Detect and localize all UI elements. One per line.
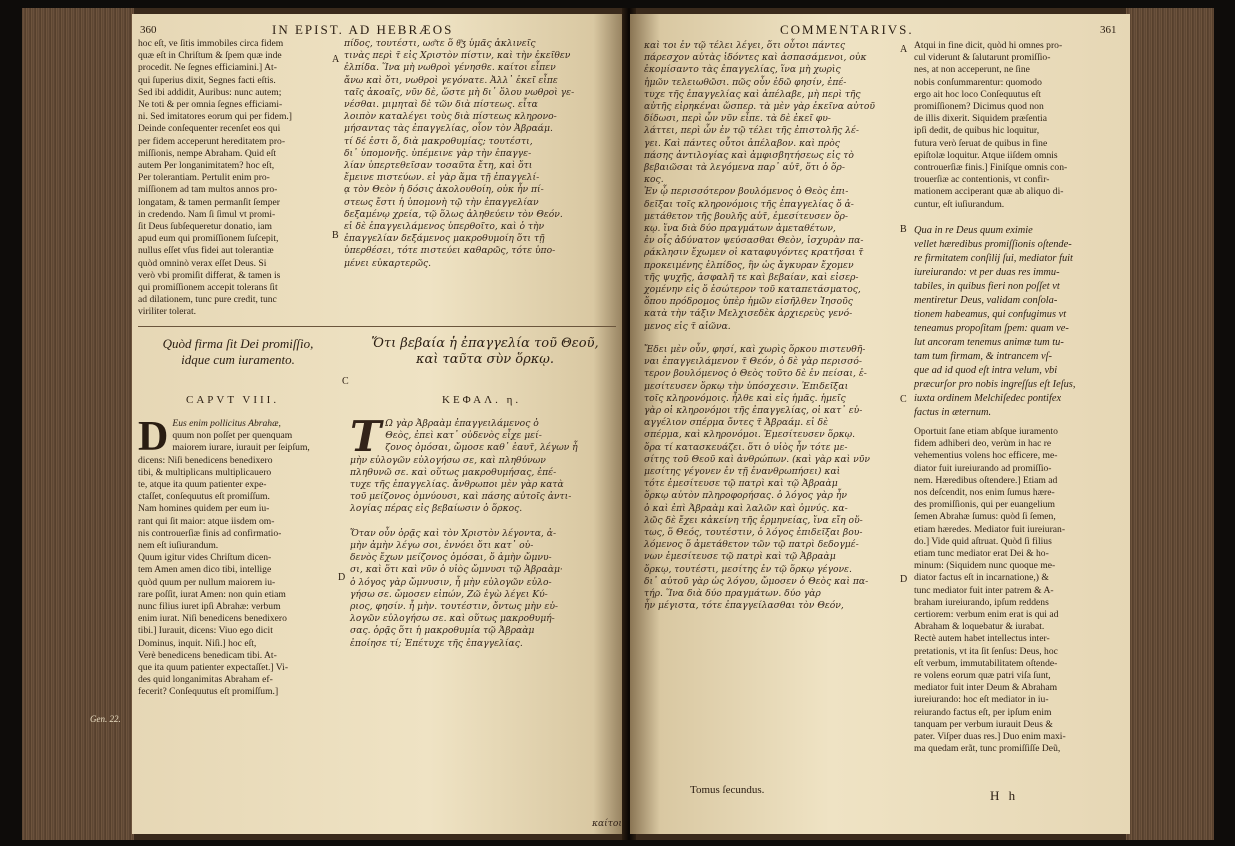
text-line: mediator fuit inter Deum & Abraham [914,682,1058,694]
text-line: quum non poſſet per quenquam [172,430,293,442]
text-line: τυχε τῆς ἐπαγγελίας καὶ ἀπέλαβε, μὴ περὶ τῆς [644,88,861,100]
text-line: δενὸς ἔχων μείζονος ὀμόσαι, ὅ ἀμὴν ὤμνυ- [350,552,552,564]
text-line: ὅρκῳ, τουτέστι, μεσίτης ἐν τῷ ὅρκῳ γέγονε. [644,563,852,575]
open-book [22,8,1214,840]
text-line: Qua in re Deus quum eximie [914,225,1033,236]
text-line: ἐν οἷς ἀδύνατον ψεύσασθαι Θεὸν, ἰσχυρὰν πα- [644,235,864,247]
text-line: reiurando factus eſt, per ipſum enim [914,706,1052,718]
text-line: etiam tunc mediator erat Dei & ho- [914,548,1049,560]
text-line: σπέρμα, καὶ κληρονόμοι. Ἐμεσίτευσεν ὅρκῳ. [644,429,856,441]
text-line: δεῖξαι τοῖς κληρονόμοις τῆς ἐπαγγελίας ὅ ἀ- [644,198,854,210]
left-latin-column-bottom: D Eus enim pollicitus Abrahæ, quum non poſſet per quenquam maiorem iurare, iurauit per ſeipſum, dicens: Niſi benedicens benedixero tibi, & multiplicans multiplicauero te, atque ita quum patienter expe- ctaſſet, conſequutus eſt promiſſum. Nam homines quidem per eum iu- rant qui ſit maior: atque iisdem om- nis controuerſiæ finis ad confirmatio- nem eſt iuſiurandum. Quum igitur vides Chriſtum dicen- tem Amen amen dico tibi, intellige quòd quum per nullum maiorem iu- rare poſſit, iurat Amen: non quin etiam nunc filius iuret ipſi Abrahæ: verbum enim iurat. Niſi benedicens benedixero tibi.] Iurauit, dicens: Viuo ego dicit Dominus, inquit. Niſi.] hoc eſt, Verè benedicens benedicam tibi. At- que ita quum patienter expectaſſet.] Vi- des quid longanimitas Abraham ef- fecerit? Conſequutus eſt promiſſum.] [138,418,334,699]
text-line: λίαν ὑπερτεθεῖσαν τοσαῦτα ἔτη, καὶ ὅτι [344,160,533,172]
text-line: factus in æternum. [914,407,992,418]
text-line: fecerit? Conſequutus eſt promiſſum.] [138,686,279,698]
text-line: Sed ibi addidit, Auribus: nunc autem; [138,86,282,98]
text-line: pretationis, vt ita ſit ſenſus: Deus, hoc [914,645,1058,657]
right-page [630,14,1130,834]
text-line: minum: (Siquidem nunc quoque me- [914,560,1056,572]
text-line: nunc filius iuret ipſi Abrahæ: verbum [138,601,281,613]
text-line: κατὰ τὴν τάξιν Μελχισεδὲκ ἀρχιερεὺς γενό- [644,308,853,320]
text-line: maiorem iurare, iurauit per ſeipſum, [172,442,310,454]
text-line: ergo ait hoc loco Conſequutus eſt [914,88,1041,100]
text-line: mationem acciperant quæ ab aliquo di- [914,186,1064,198]
text-line: nes, at non acceperunt, ne ſine [914,64,1030,76]
text-line: δεξαμένῳ χρεία, τῷ ὅλως ἀληθεύειν τὸν Θεόν. [344,208,563,220]
text-line: tunc mediator fuit inter patrem & A- [914,584,1054,596]
text-line: ὑπερθέσει, τότε πιστεύει καθαρῶς, τότε ὑπο- [344,245,556,257]
text-line: miſſionem ad tam multos annos pro- [138,184,278,196]
text-line: ὁ λόγος γὰρ ὤμνυσιν, ἦ μὴν εὐλογῶν εὐλο- [350,576,552,588]
text-line: ράκλησιν ἔχωμεν οἱ καταφυγόντες κρατῆσαι τ̃ [644,247,864,259]
text-line: νέσθαι. μιμηταὶ δὲ τῶν διὰ πίστεως. εἶτα [344,99,538,111]
text-line: te, atque ita quum patienter expe- [138,479,267,491]
text-line: μετάθετον τῆς βουλῆς αὐτ̃, ἐμεσίτευσεν ὅρ- [644,210,849,222]
text-line: λογίας πέρας εἰς βεβαίωσιν ὁ ὅρκος. [350,503,523,515]
text-line: δι᾿ ὑπομονῆς. ὑπέμεινε γὰρ τὴν ἐπαγγε- [344,147,532,159]
text-line: quòd quum per nullum maiorem iu- [138,576,276,588]
text-line: τως, ὅ Θεός, τουτέστιν, ὁ λόγος ἐπιδεῖξαι βου- [644,527,863,539]
left-greek-column-top [344,38,612,270]
text-line: μένει εὐκαρτερῶς. [344,257,432,269]
text-line: Deinde conſequenter recenſet eos qui [138,123,281,135]
text-line: iureiurando: vt per duas res immu- [914,267,1060,278]
text-line: δίδωσι, περὶ ὧν νῦν εἶπε. τὰ δὲ ἐκεῖ φυ- [644,113,831,125]
right-page-edges [1126,8,1214,840]
text-line: λόμενος ὅ ἀμετάθετον τῶν τῷ πατρὶ δεδογμέ- [644,539,859,551]
text-line: teneamus propoſitam ſpem: quam ve- [914,323,1069,334]
text-line: apud eum qui promiſſionem ſuſcepit, [138,233,279,245]
text-line: tabiles, in quibus fieri non poſſet vt [914,281,1060,292]
chapter-heading-greek: Ὅτι βεβαία ἡ ἐπαγγελία τοῦ Θεοῦ, καὶ ταῦτα σὺν ὅρκῳ. [371,336,599,367]
text-line: des promiſſionis, qui per euangelium [914,499,1055,511]
text-line: νων ἐμεσίτευσε τῷ πατρὶ καὶ τῷ Ἀβραὰμ [644,551,836,563]
text-line: μεσίτευσεν ὅρκῳ τὴν ὑπόσχεσιν. Ἐπιδεῖξαι [644,380,849,392]
right-running-head: COMMENTARIVS. [780,22,914,37]
text-line: per fidem acceperunt hereditatem pro- [138,135,286,147]
text-line: in credendo. Nam ſi ſimul vt promi- [138,208,276,220]
right-marker-d: D [900,574,908,585]
text-line: ᾳ τὸν Θεὸν ἡ δόσις ἀκολουθοίη, οὐκ ἦν πί- [344,184,544,196]
margin-marker-a: A [332,54,340,65]
text-line: nos deſcendit, nos enim ſumus hære- [914,487,1055,499]
text-line: πάσης ἀντιλογίας καὶ ἀμφισβητήσεως εἰς τὸ [644,149,854,161]
text-line: κος. [644,174,664,186]
text-line: diator fuit iureiurando ad promiſſio- [914,462,1052,474]
right-latin-column-bottom [914,426,1122,755]
text-line: fidem adhiberi deo, verùm in hac re [914,438,1052,450]
text-line: quòd omninò verax eſſet Deus. Si [138,257,267,269]
text-line: καὶ τοι ἐν τῷ τέλει λέγει, ὅτι οὗτοι πάντες [644,40,846,51]
text-line: ταῖς ἀκοαῖς, νῦν δὲ, ὥστε μὴ δι᾿ ὅλου νωθροὶ γε- [344,86,575,98]
greek-bottom-lines [350,412,614,650]
text-line: τήρ. Ἵνα διὰ δύο πραγμάτων. δύο γὰρ [644,588,821,600]
text-line: Θεὸς, ἐπεὶ κατ᾿ οὐδενὸς εἶχε μεί- [385,430,542,442]
section-rule [138,326,616,327]
chapter-heading-latin: Quòd firma ſit Dei promiſſio, idque cum iuramento. [162,336,314,367]
text-line: ctaſſet, conſequutus eſt promiſſum. [138,491,270,503]
text-line: futura verò ſeruat de quibus in fine [914,137,1048,149]
text-line: Abraham & loquebatur & iurabat. [914,621,1045,633]
text-line: τότε ἐμεσίτευσε τῷ πατρὶ καὶ τῷ Ἀβραὰμ [644,478,838,490]
text-line: ni. Sed imitatores eorum qui per fidem.] [138,111,292,123]
text-line: σίτης τοῦ Θεοῦ καὶ ἀνθρώπων. (καὶ γὰρ καὶ νῦν [644,453,870,465]
text-line: γὰρ οἱ κληρονόμοι τῆς ἐπαγγελίας, οἱ κατ᾿ εὐ- [644,405,863,417]
text-line: controuerſiæ finis.] Finiſque omnis con- [914,162,1068,174]
text-line: cul viderunt & ſalutarunt promiſſio- [914,52,1051,64]
text-line: tionem habeamus, qui confugimus vt [914,309,1067,320]
text-line: ἐπαγγελίαν δεξάμενος μακροθυμοίη ὅτι τῇ [344,233,545,245]
text-line: nis controuerſiæ finis ad confirmatio- [138,527,282,539]
text-line: σας. ὁρᾷς ὅτι ἡ μακροθυμία τῷ Ἀβραὰμ [350,625,535,637]
text-line: miſſionis, nempe Abraham. Quid eſt [138,147,277,159]
text-line: longatam, & tamen permanſit ſemper [138,196,280,208]
text-line: ἐκομίσαντο τὰς ἐπαγγελίας, ἵνα μὴ χωρὶς [644,64,841,76]
margin-marker-d: D [338,572,346,583]
text-line: ἡμῶν τελειωθῶσι. πῶς οὖν ἐδῶ φησίν, ἐπέ- [644,76,847,88]
text-line: Atqui in fine dicit, quòd hi omnes pro- [914,40,1063,51]
text-line: que ita quum patienter expectaſſet.] Vi- [138,662,289,674]
text-line: autem Per longanimitatem? hoc eſt, [138,160,275,172]
text-line: ma quedam erãt, tunc promiſſiſſe Deũ, [914,743,1061,755]
text-line: promiſſionem? Dicimus quod non [914,101,1044,113]
text-line: tanquam per verbum iurauit Deus & [914,718,1053,730]
text-line: μήσαντας τὰς ἐπαγγελίας, οἷον τὸν Ἀβραάμ. [344,123,553,135]
text-line: cuntur, eſt iuſiurandum. [914,198,1005,210]
left-latin-column-top [138,38,328,319]
right-latin-italic-block [914,224,1122,420]
text-line: πίδος, τουτέστι, ωσ͂τε ὅ θ͂ʒ ὑμᾶς ἀκλινεῖς [344,38,536,49]
text-line: τῆς ψυχῆς, ἀσφαλῆ τε καὶ βεβαίαν, καὶ εἰσερ- [644,271,859,283]
right-marker-c: C [900,394,907,405]
text-line: αγγέλιον σπέρμα ὄντες τ̃ Ἀβραάμ. εἰ δὲ [644,417,828,429]
text-line: Oportuit ſane etiam abſque iuramento [914,426,1058,437]
margin-marker-b: B [332,230,339,241]
text-line: ναι ἐπαγγειλάμενον τ̃ Θεόν, ὁ δὲ γὰρ περισσό- [644,356,862,368]
text-line: rant qui ſit maior: atque iisdem om- [138,515,275,527]
text-line: βεβαιῶσαι τὰ λεγόμενα παρ᾿ αὐτ̃, ὅτι ὁ ὅρ- [644,162,845,174]
text-line: λάττει, περὶ ὧν ἐν τῷ τέλει τῆς ἐπιστολῆς λέ- [644,125,860,137]
margin-note-gen: Gen. 22. [90,714,121,724]
text-line: ἐλπίδα. Ἵνα μὴ νωθροὶ γένησθε. καίτοι εἶπεν [344,62,556,74]
text-line: Nam homines quidem per eum iu- [138,503,270,515]
text-line: μενος εἰς τ̃ αἰῶνα. [644,320,731,332]
text-line: nem eſt iuſiurandum. [138,540,219,552]
text-line [350,516,614,528]
right-marker-b: B [900,224,907,235]
text-line: ad dilationem, tunc pure credit, tunc [138,294,277,306]
text-line: epiſtolæ loquitur. Atque iiſdem omnis [914,149,1058,161]
text-line: προκειμένης ἐλπίδος, ἣν ὡς ἄγκυραν ἔχομεν [644,259,854,271]
caput-label: CAPVT VIII. [186,394,280,406]
text-line: λοιπὸν καταλέγει τοὺς διὰ πίστεως κληρονο- [344,111,557,123]
left-running-head: IN EPIST. AD HEBRÆOS [272,22,454,37]
text-line: Rectè autem habet intellectus inter- [914,633,1050,645]
text-line: quæ eſt in Chriſtum & ſpem quæ inde [138,50,282,62]
text-line: Ἐν ᾧ περισσότερον βουλόμενος ὁ Θεὸς ἐπι- [644,186,849,198]
text-line: iureiurando: hoc eſt mediator in iu- [914,694,1049,706]
text-line: Ὅταν οὖν ὁρᾷς καὶ τὸν Χριστὸν λέγοντα, ἀ- [350,527,557,539]
text-line: præcurſor pro nobis ingreſſus eſt Ieſus, [914,379,1076,390]
text-line: ἔμεινε πιστεύων. εἰ γὰρ ἅμα τῇ ἐπαγγελί- [344,172,540,184]
text-line: re volens eorum quæ patri viſa ſunt, [914,670,1051,682]
text-line: qui promiſſionem accepit tolerans ſit [138,282,278,294]
text-line: mentiretur Deus, validam conſola- [914,295,1058,306]
text-line: ἐποίησε τί; Ἐπέτυχε τῆς ἐπαγγελίας. [350,637,523,649]
text-line: vehementius volens hoc efficere, me- [914,450,1058,462]
text-line: χομένην εἰς ὅ ἐσώτερον τοῦ καταπετάσματος, [644,284,861,296]
text-line: τερον βουλόμενος ὁ Θεὸς τοῦτο δὲ ἐν πείσαι, ἐ- [644,368,867,380]
text-line: tam tum firmam, & intrancem vſ- [914,351,1052,362]
text-line: de illis dixerit. Siquidem præſentia [914,113,1047,125]
text-line: τινὰς περὶ τ̃ εἰς Χριστὸν πίστιν, καὶ τὴν ἐκεῖθεν [344,50,571,62]
text-line: Ω γὰρ Ἀβραὰμ ἐπαγγειλάμενος ὁ [385,418,539,429]
text-line: que ad id quod eſt intra velum, vbi [914,365,1058,376]
text-line: rare poſſit, iurat Amen: non quin etiam [138,588,286,600]
text-line: λογῶν εὐλογήσω σε. καὶ οὕτως μακροθυμή- [350,613,555,625]
right-latin-column-top [914,40,1122,211]
text-line: γει. Καὶ πάντες οὗτοι ἀπέλαβον. καὶ πρὸς [644,137,840,149]
text-line: diator factus eſt in incarnatione,) & [914,572,1049,584]
signature-mark: H h [990,788,1019,803]
text-line: hoc eſt, ve ſitis immobiles circa fidem [138,38,284,49]
right-marker-a: A [900,44,908,55]
text-line: nobis conſummarentur: quomodo [914,76,1042,88]
tomus-signature: Tomus ſecundus. [690,784,765,796]
text-line: tibi.] Iurauit, dicens: Viuo ego dicit [138,625,273,637]
text-line: γήσω σε. ὤμοσεν εἰπών, Ζῶ ἐγὼ λέγει Κύ- [350,588,548,600]
text-line: etiam hæredes. Mediator fuit iureiuran- [914,523,1066,535]
text-line: lut ancoram tenemus animæ tum tu- [914,337,1064,348]
text-line: pater. Viſper duas res.] Duo enim maxi- [914,731,1066,743]
text-line: procedit. Ne ſegnes efficiamini.] At- [138,62,277,74]
margin-marker-c: C [342,376,349,387]
text-line: πάρεσχον αὐτὰς ἰδόντες καὶ ἀσπασάμενοι, οὐκ [644,52,867,64]
text-line: verò vbi promiſit differat, & tamen is [138,269,281,281]
text-line: des quid longanimitas Abraham ef- [138,674,273,686]
text-line: τοῖς κληρονόμοις. ἦλθε καὶ εἰς ἡμᾶς. ἡμεῖς [644,392,846,404]
text-line: ριος, φησίν. ἦ μὴν. τουτέστιν, ὄντως μὴν εὐ- [350,601,559,613]
text-line: σι, καὶ ὅτι καὶ νῦν ὁ υἱὸς ὤμνυσι τῷ Ἀβραὰμ· [350,564,563,576]
left-greek-column-bottom [350,412,614,650]
text-line: ὁ καὶ ἐπὶ Ἀβραὰμ καὶ λαλῶν καὶ ὀμνύς. κα- [644,502,848,514]
text-line: nullus eſſet vſus fidei aut tolerantiæ [138,245,274,257]
text-line: ἦν μέγιστα, τότε ἐπαγγείλασθαι τὸν Θεόν, [644,600,844,612]
latin-bottom-lines [138,430,334,698]
text-line: Per tolerantiam. Pertulit enim pro- [138,172,270,184]
right-greek-column-top [644,40,896,333]
text-line: εἰ δὲ ἐπαγγειλάμενος ὑπερθοῖτο, καὶ ὁ τὴν [344,221,545,233]
catchword: καίτοι [591,818,622,829]
text-line: Ἔδει μὲν οὖν, φησί, καὶ χωρὶς ὅρκου πιστευθῆ- [644,344,866,355]
text-line: braham iureiurando, ipſum reddens [914,596,1049,608]
text-line: iuxta ordinem Melchiſedec pontifex [914,393,1062,404]
text-line: δι᾿ αὐτοῦ γὰρ ὡς λόγου, ὤμοσεν ὁ Θεὸς καὶ πα- [644,575,869,587]
text-line: ſemen Abrahæ ſumus: quòd ſi ſemen, [914,511,1056,523]
kephalaion-label: ΚΕΦΑΛ. η. [442,394,522,406]
text-line: τί δέ ἐστι ὅ, διὰ μακροθυμίας; τουτέστι, [344,135,533,147]
drop-cap-tau: Τ [350,412,382,461]
text-line: do.] Vide quid aſtruat. Quòd ſi filius [914,535,1052,547]
text-line: dicens: Niſi benedicens benedixero [138,454,273,466]
text-line: ὅρα τί κατασκευάζει. ὅτι ὁ υἱὸς ἦν τότε με- [644,441,848,453]
text-line: κῳ. ἵνα διὰ δύο πραγμάτων ἀμεταθέτων, [644,223,836,235]
text-line: μεσίτης γέγονεν ἐν τῇ ἐνανθρωπήσει) καὶ [644,466,841,478]
text-line: tem Amen amen dico tibi, intellige [138,564,272,576]
text-line: μὴν εὐλογῶν εὐλογήσω σε, καὶ πληθύνων [350,454,546,466]
text-line: ὅπου πρόδρομος ὑπὲρ ἡμῶν εἰσῆλθεν Ἰησοῦς [644,296,853,308]
text-line: ipſi dedit, de quibus hic loquitur, [914,125,1040,137]
text-line: αὐτῆς εἰρηκέναι ὥσπερ. τὰ μὲν γὰρ ἐκεῖνα αὐτοῦ [644,101,875,113]
text-line: μὴν ἀμὴν λέγω σοι, ἐννόει ὅτι κατ᾿ οὐ- [350,540,534,552]
right-greek-column-bottom [644,344,896,612]
text-line: τοῦ μείζονος ὀμνύουσι, καὶ πάσης αὐτοῖς ἀντι- [350,491,572,503]
text-line: ἄνω καὶ ὅτι, νωθροὶ γεγόνατε. Ἀλλ᾿ ἐκεῖ εἶπε [344,74,558,86]
text-line: enim iurat. Niſi benedicens benedixero [138,613,287,625]
text-line: vellet hæredibus promiſſionis oſtende- [914,239,1072,250]
text-line: τυχε τῆς ἐπαγγελίας. ἄνθρωποι μὲν γὰρ κατὰ [350,479,564,491]
left-page-number: 360 [140,24,157,36]
text-line: eſt verbum, immutabilitatem oſtende- [914,657,1058,669]
text-line: πληθυνῶ σε. καὶ οὕτως μακροθυμήσας, ἐπέ- [350,466,557,478]
drop-cap-d: D [138,414,169,460]
text-line: Verè benedicens benedicam tibi. At- [138,649,277,661]
text-line: ζονος ὀμόσαι, ὤμοσε καθ᾿ ἑαυτ̃, λέγων ἦ [385,442,578,454]
text-line: ὅρκῳ αὐτὸν πληροφορήσας. ὁ λόγος γὰρ ἦν [644,490,847,502]
text-line: στεως ἔστι ἡ ὑπομονὴ τῷ τὴν ἐπαγγελίαν [344,196,539,208]
text-line: re firmitatem conſilij ſui, mediator fuit [914,253,1073,264]
text-line: viriliter tolerat. [138,306,197,318]
text-line: Dominus, inquit. Niſi.] hoc eſt, [138,637,257,649]
text-line: qui ſuperius dixit, Segnes facti eſtis. [138,74,276,86]
text-line: tibi, & multiplicans multiplicauero [138,466,272,478]
text-line: ſit Deus ſubſequeretur donatio, iam [138,221,273,233]
text-line: λῶς δὲ ἔχει κἀκείνη τῆς ἑρμηνείας, ἵνα εἴη οὕ- [644,514,863,526]
text-line: nem. Hæredibus oſtendere.] Etiam ad [914,474,1058,486]
left-page [132,14,628,834]
text-line: Ne toti & per omnia ſegnes efficiami- [138,99,283,111]
right-page-number: 361 [1100,24,1117,36]
text-line: Quum igitur vides Chriſtum dicen- [138,552,272,564]
text-line: trouerſiæ ac contentionis, vt confir- [914,174,1050,186]
text-line: certiorem: verbum enim erat is qui ad [914,609,1059,621]
